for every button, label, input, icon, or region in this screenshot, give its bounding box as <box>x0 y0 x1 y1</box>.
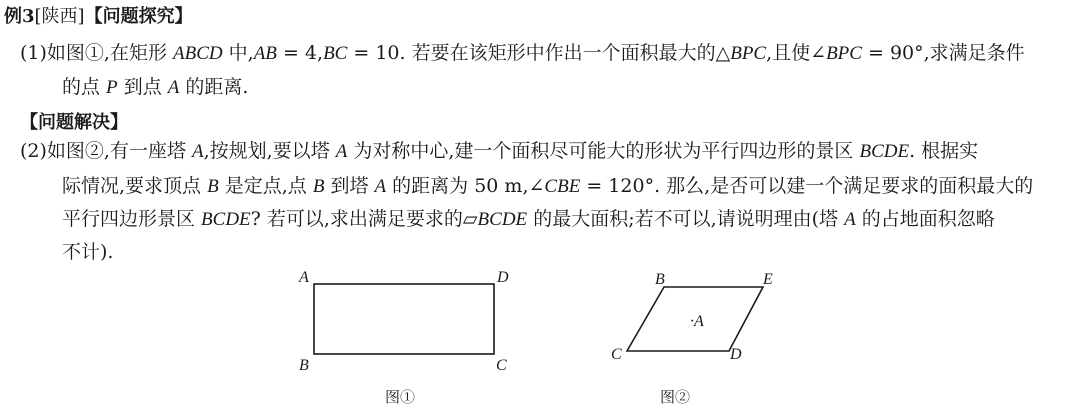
fig2-label-b: B <box>655 271 665 288</box>
fig2-caption: 图② <box>660 388 691 406</box>
fig1-caption: 图① <box>385 388 416 406</box>
text-run: = 90°,求满足条件 <box>861 42 1025 64</box>
math-symbol: B <box>207 176 219 197</box>
region-label: [陕西] <box>34 6 85 27</box>
figure1 <box>298 269 509 406</box>
text-run: 到塔 <box>324 175 375 197</box>
rectangle-abcd <box>314 284 494 354</box>
fig2-label-e: E <box>763 271 773 288</box>
math-symbol: ABCD <box>173 43 223 64</box>
math-symbol: BCDE <box>859 141 910 162</box>
math-symbol: A <box>374 176 387 197</box>
fig1-label-a: A <box>299 269 309 286</box>
fig1-label-c: C <box>496 357 507 374</box>
math-symbol: AB <box>253 43 277 64</box>
figure2 <box>611 271 773 406</box>
fig2-label-d: D <box>730 346 742 363</box>
text-run: = 4, <box>276 42 324 64</box>
text-run: 际情况,要求顶点 <box>62 175 208 197</box>
math-symbol: A <box>192 141 204 162</box>
math-symbol: CBE <box>544 176 581 197</box>
text-run: . 根据实 <box>909 140 979 162</box>
text-run: ,且使∠ <box>766 42 827 64</box>
math-symbol: A <box>844 209 856 230</box>
text-run: 中, <box>222 42 254 64</box>
text-run: = 10. 若要在该矩形中作出一个面积最大的△ <box>347 42 731 64</box>
text-run: 为对称中心,建一个面积尽可能大的形状为平行四边形的景区 <box>347 140 860 162</box>
math-symbol: BC <box>323 43 348 64</box>
fig1-label-d: D <box>497 269 509 286</box>
fig2-label-c: C <box>611 346 622 363</box>
text-run: 不计). <box>62 241 114 263</box>
text-run: 的占地面积忽略 <box>855 208 995 230</box>
text-run: 的点 <box>62 76 107 98</box>
math-symbol: BCDE <box>201 209 251 230</box>
text-run: ? 若可以,求出满足要求的▱ <box>250 208 478 230</box>
text-run: 是定点,点 <box>218 175 313 197</box>
text-run: 平行四边形景区 <box>62 208 202 230</box>
text-run: 到点 <box>117 76 168 98</box>
text-run: 的距离为 50 m,∠ <box>386 175 545 197</box>
text-run: 的最大面积;若不可以,请说明理由(塔 <box>527 208 845 230</box>
math-symbol: BPC <box>730 43 767 64</box>
text-run: (1)如图①,在矩形 <box>20 42 173 64</box>
fig2-point-a: ·A <box>690 313 704 330</box>
example-label: 例3 <box>4 6 35 27</box>
fig1-label-b: B <box>299 357 309 374</box>
math-symbol: A <box>167 77 180 98</box>
text-run: (2)如图②,有一座塔 <box>20 140 192 162</box>
text-run: 的距离. <box>179 76 249 98</box>
math-symbol: BPC <box>826 43 862 64</box>
section-title-solve: 【问题解决】 <box>20 112 128 133</box>
math-symbol: A <box>335 141 348 162</box>
section-title-explore: 【问题探究】 <box>84 6 193 27</box>
math-symbol: B <box>312 176 325 197</box>
text-run: = 120°. 那么,是否可以建一个满足要求的面积最大的 <box>580 175 1034 197</box>
text-run: ,按规划,要以塔 <box>203 140 336 162</box>
math-symbol: P <box>106 77 118 98</box>
math-symbol: BCDE <box>477 209 528 230</box>
